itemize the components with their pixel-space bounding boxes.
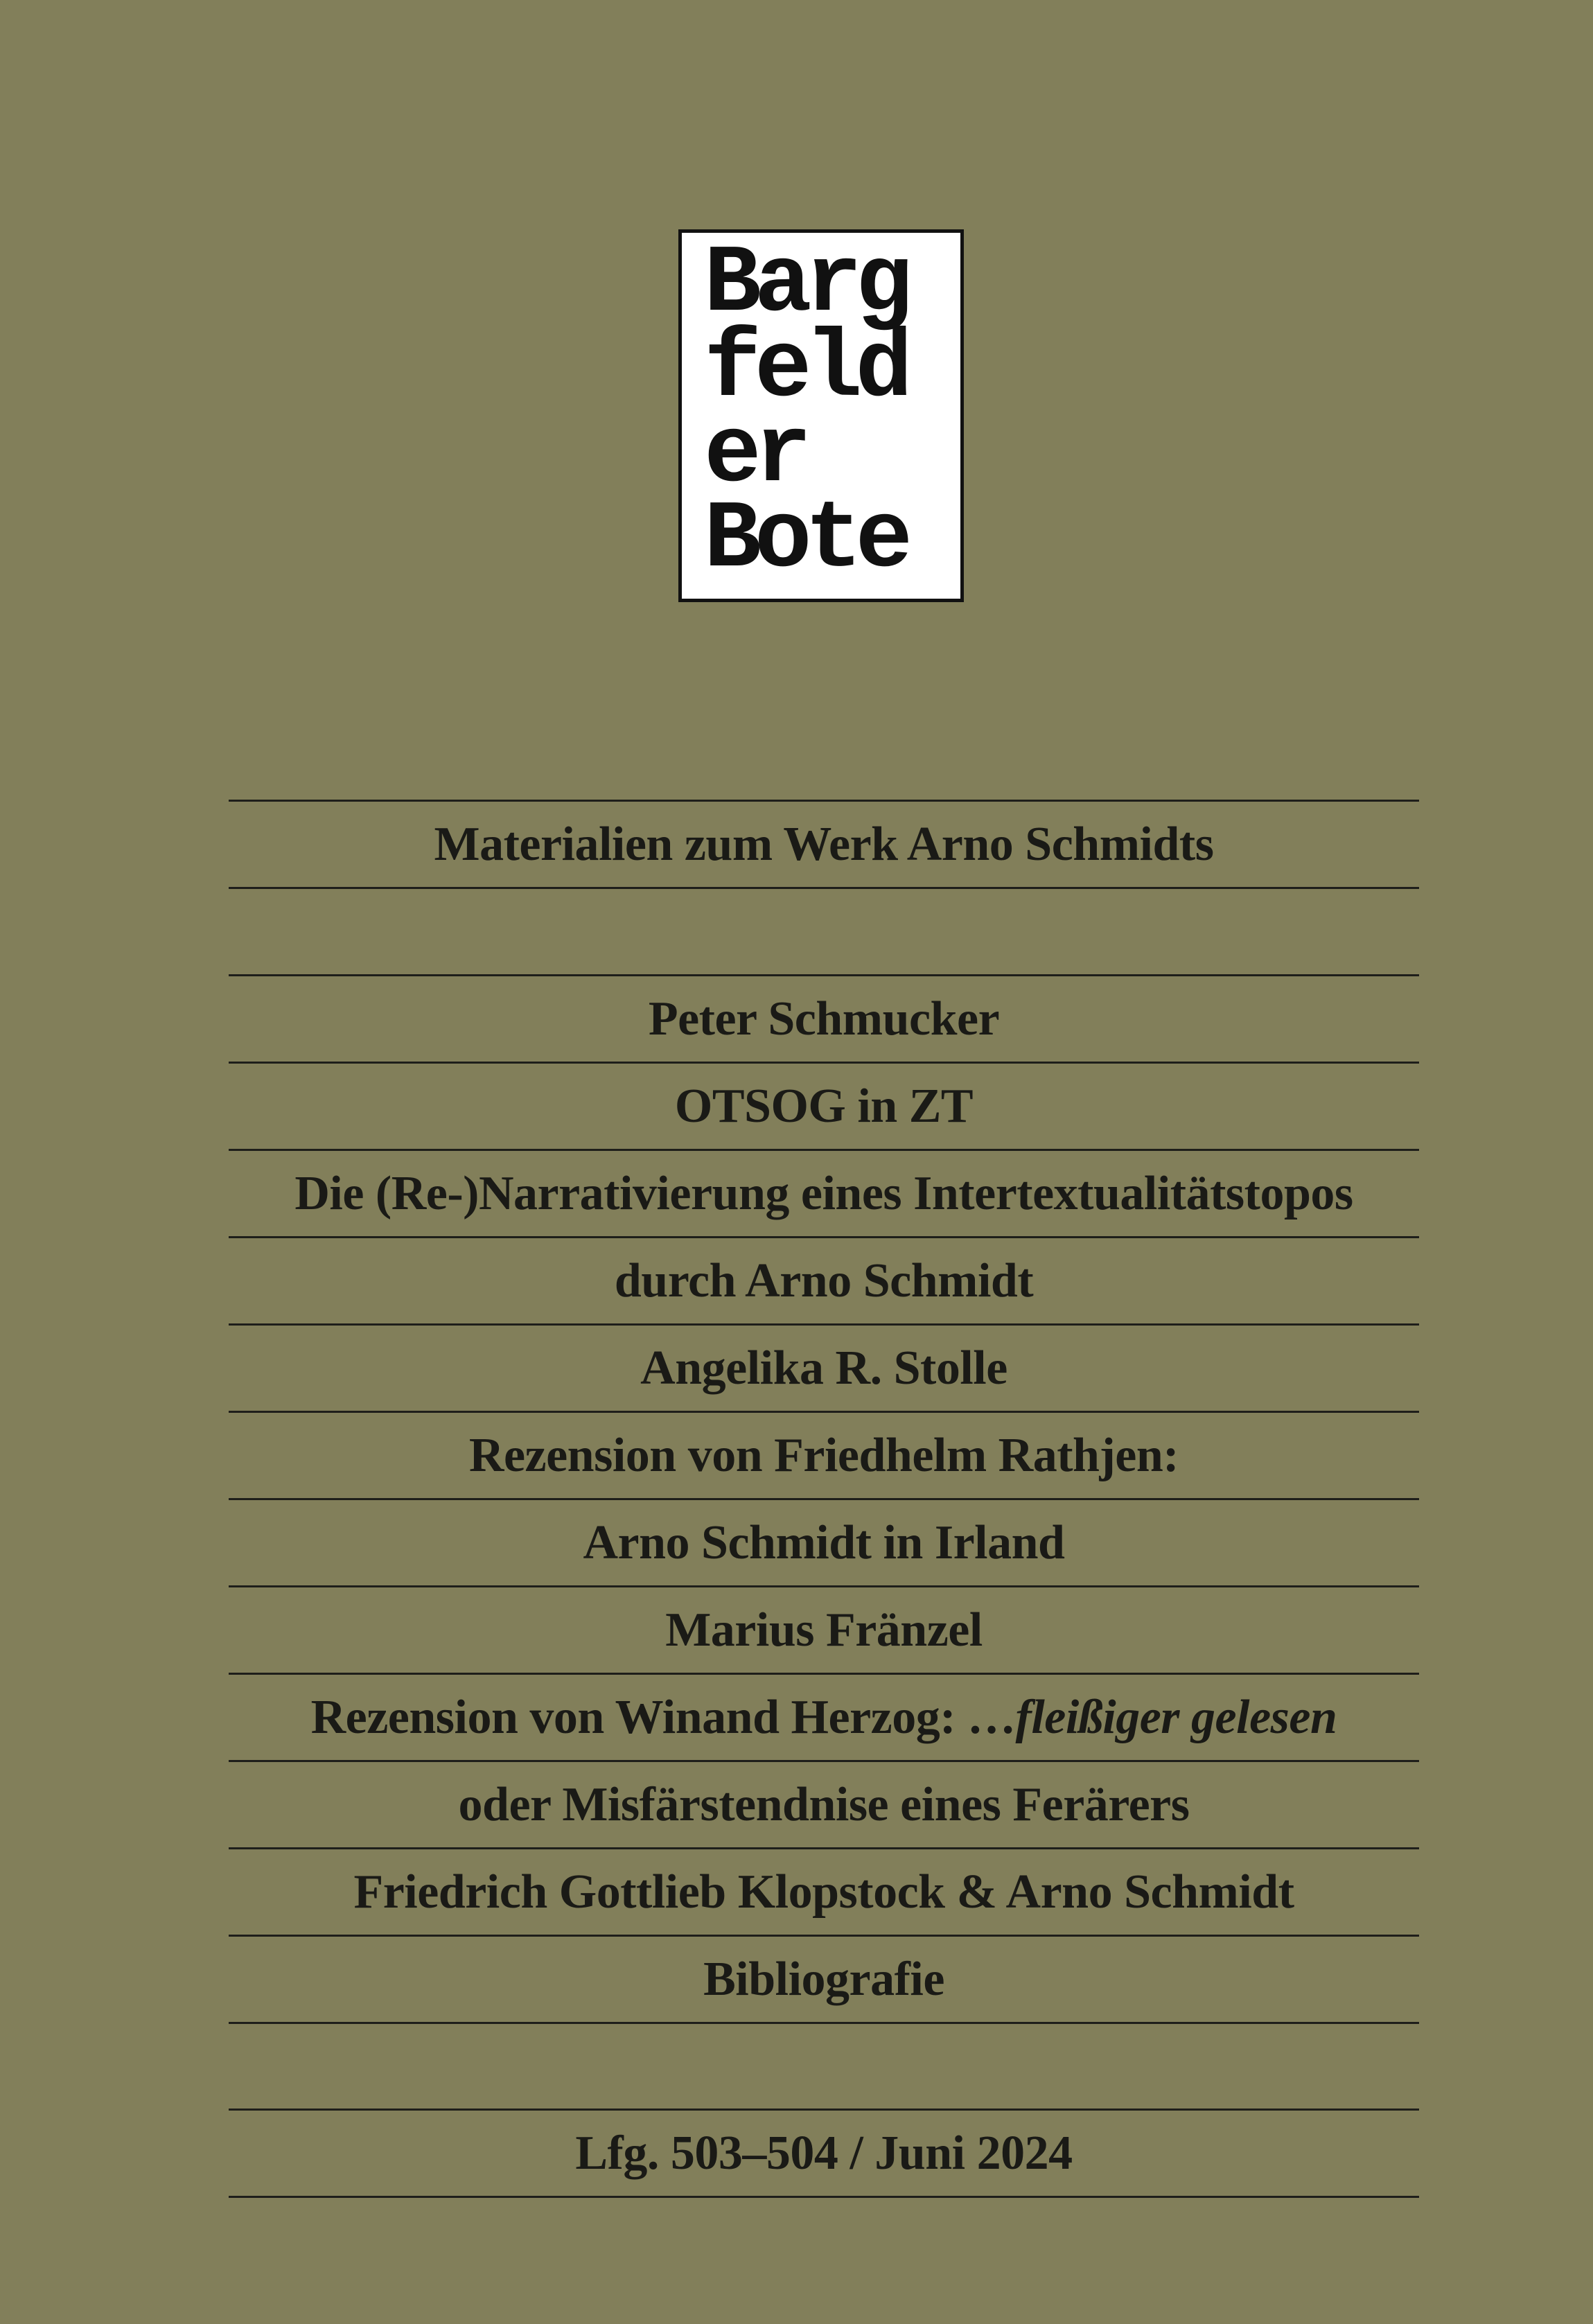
logo-line-4: Bote bbox=[704, 486, 906, 595]
contents-entry: Arno Schmidt in Irland bbox=[583, 1515, 1065, 1569]
logo-line-1: Barg bbox=[704, 231, 906, 339]
issue-section bbox=[229, 2109, 1419, 2198]
contents-entry-italic: fleißiger gelesen bbox=[1015, 1690, 1337, 1744]
contents-entry: OTSOG in ZT bbox=[674, 1079, 974, 1133]
bargfelder-bote-logo bbox=[678, 229, 964, 602]
subtitle-section bbox=[229, 800, 1419, 889]
contents-entry-plain: Rezension von Winand Herzog: … bbox=[310, 1690, 1016, 1744]
logo-line-3: er bbox=[704, 401, 805, 509]
logo-line-2: feld bbox=[704, 316, 906, 424]
contents-entry: Angelika R. Stolle bbox=[640, 1341, 1007, 1395]
contents-entry: Marius Fränzel bbox=[665, 1603, 983, 1657]
contents-entry: Bibliografie bbox=[703, 1952, 944, 2006]
divider bbox=[229, 2022, 1419, 2024]
issue-info: Lfg. 503–504 / Juni 2024 bbox=[575, 2126, 1073, 2180]
contents-entry: Peter Schmucker bbox=[648, 992, 1000, 1046]
series-subtitle: Materialien zum Werk Arno Schmidts bbox=[434, 817, 1214, 871]
table-of-contents bbox=[229, 974, 1419, 2024]
contents-entry: Die (Re-)Narrativierung eines Intertextualitätstopos bbox=[294, 1166, 1353, 1220]
contents-entry: durch Arno Schmidt bbox=[614, 1253, 1034, 1308]
contents-entry: oder Misfärstendnise eines Ferärers bbox=[458, 1777, 1190, 1831]
contents-entry: Rezension von Friedhelm Rathjen: bbox=[468, 1428, 1179, 1482]
contents-entry: Friedrich Gottlieb Klopstock & Arno Schmidt bbox=[353, 1865, 1294, 1919]
contents-entry-mixed bbox=[229, 1675, 1419, 1760]
divider bbox=[229, 887, 1419, 889]
divider bbox=[229, 2196, 1419, 2198]
